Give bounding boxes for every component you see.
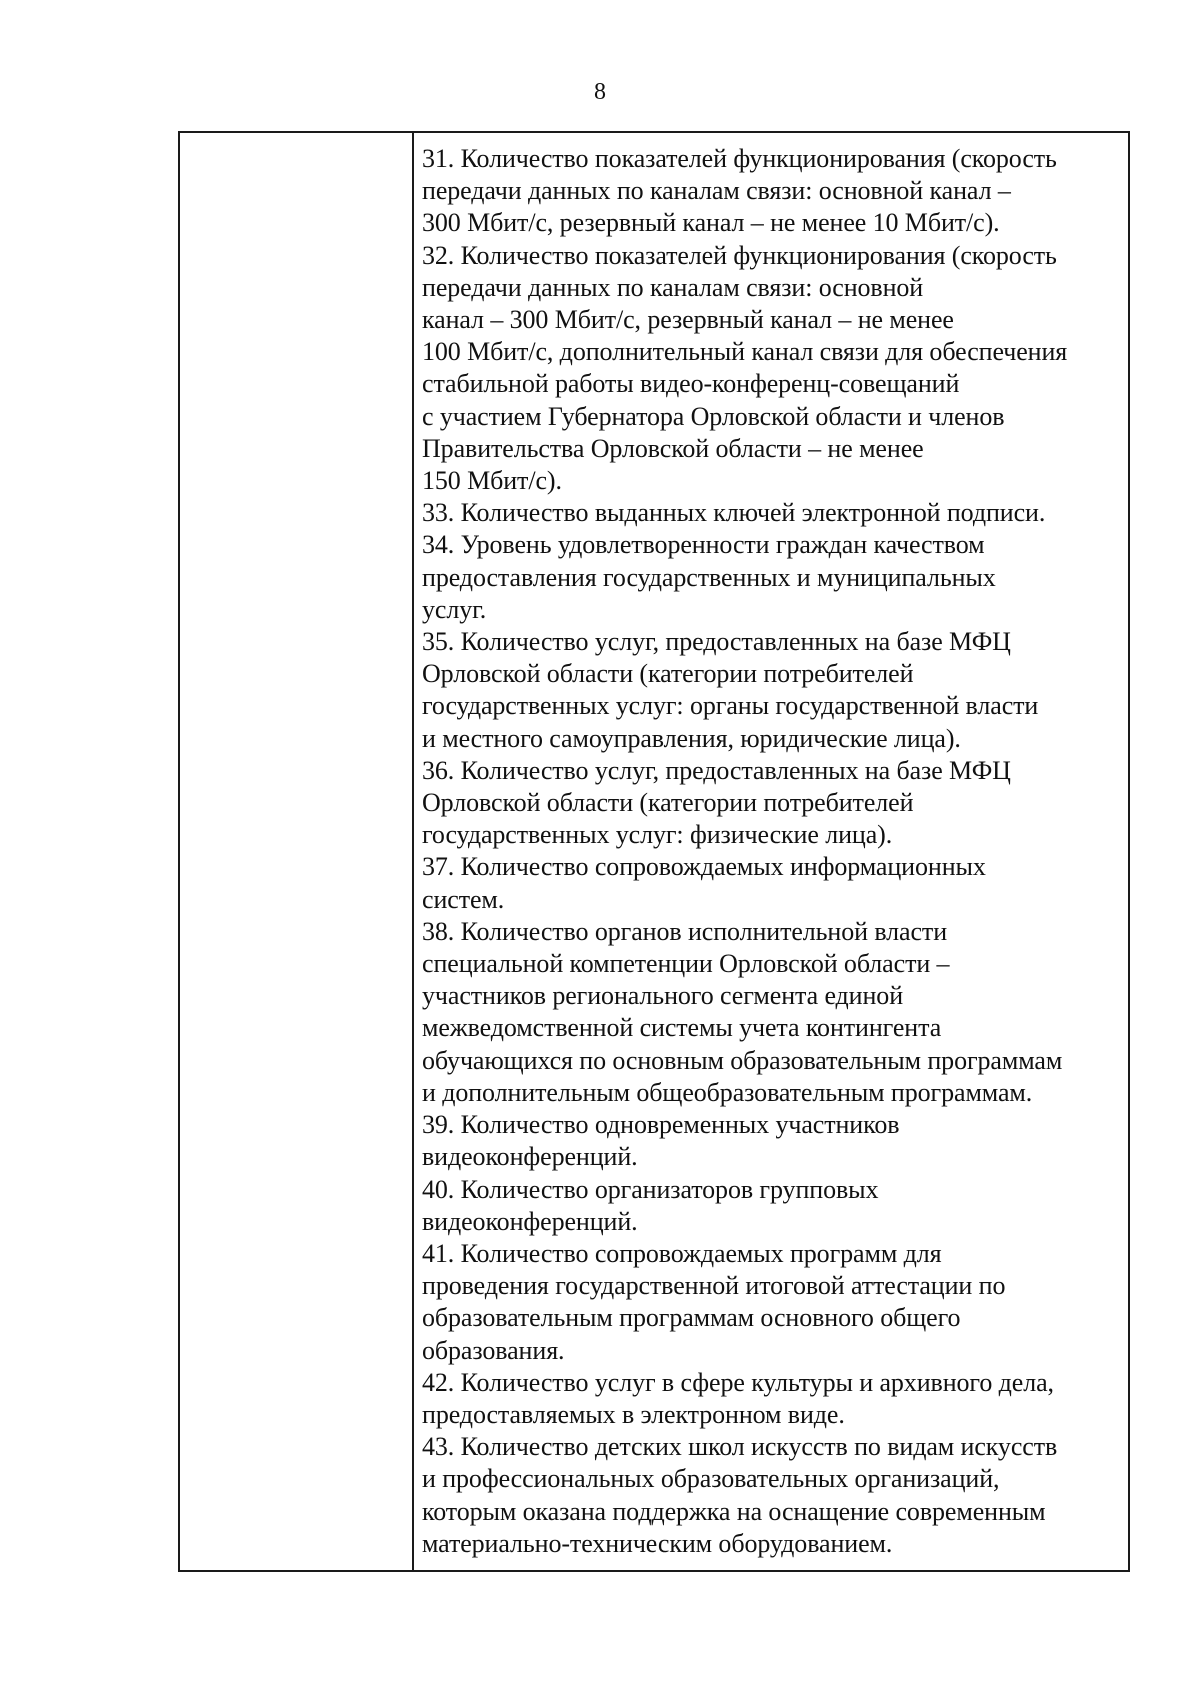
text-line: 150 Мбит/с). bbox=[422, 466, 562, 496]
text-line: 34. Уровень удовлетворенности граждан качеством bbox=[422, 530, 985, 560]
text-line: Орловской области (категории потребителей bbox=[422, 788, 914, 818]
text-line: обучающихся по основным образовательным программам bbox=[422, 1045, 1063, 1075]
text-line: Правительства Орловской области – не менее bbox=[422, 433, 924, 463]
text-line: 42. Количество услуг в сфере культуры и архивного дела, bbox=[422, 1367, 1054, 1397]
table-right-cell bbox=[414, 133, 1128, 1570]
table-left-cell bbox=[180, 133, 414, 1570]
text-line: 100 Мбит/с, дополнительный канал связи для обеспечения bbox=[422, 337, 1068, 367]
text-line: передачи данных по каналам связи: основной канал – bbox=[422, 176, 1011, 206]
text-line: предоставляемых в электронном виде. bbox=[422, 1399, 845, 1429]
text-line: государственных услуг: органы государственной власти bbox=[422, 691, 1039, 721]
text-line: образовательным программам основного общего bbox=[422, 1303, 961, 1333]
text-line: 39. Количество одновременных участников bbox=[422, 1110, 900, 1140]
text-line: 37. Количество сопровождаемых информационных bbox=[422, 852, 986, 882]
text-line: 36. Количество услуг, предоставленных на базе МФЦ bbox=[422, 755, 1011, 785]
text-line: 38. Количество органов исполнительной власти bbox=[422, 916, 948, 946]
text-line: специальной компетенции Орловской области – bbox=[422, 949, 950, 979]
text-line: 33. Количество выданных ключей электронной подписи. bbox=[422, 498, 1046, 528]
text-line: 40. Количество организаторов групповых bbox=[422, 1174, 879, 1204]
text-line: межведомственной системы учета контингента bbox=[422, 1013, 942, 1043]
text-line: которым оказана поддержка на оснащение современным bbox=[422, 1496, 1046, 1526]
text-line: с участием Губернатора Орловской области и членов bbox=[422, 401, 1005, 431]
text-line: канал – 300 Мбит/с, резервный канал – не менее bbox=[422, 305, 954, 335]
text-line: 43. Количество детских школ искусств по видам искусств bbox=[422, 1432, 1058, 1462]
text-line: образования. bbox=[422, 1335, 565, 1365]
page-number: 8 bbox=[594, 79, 606, 105]
text-line: предоставления государственных и муниципальных bbox=[422, 562, 996, 592]
text-line: стабильной работы видео-конференц-совещаний bbox=[422, 369, 960, 399]
text-line: 300 Мбит/с, резервный канал – не менее 10 Мбит/с). bbox=[422, 208, 1000, 238]
text-line: 41. Количество сопровождаемых программ для bbox=[422, 1238, 942, 1268]
text-line: 31. Количество показателей функционирования (скорость bbox=[422, 144, 1057, 173]
text-line: Орловской области (категории потребителей bbox=[422, 659, 914, 689]
text-line: государственных услуг: физические лица). bbox=[422, 820, 893, 850]
text-line: 32. Количество показателей функционирования (скорость bbox=[422, 240, 1057, 270]
text-line: и местного самоуправления, юридические лица). bbox=[422, 723, 961, 753]
text-line: материально-техническим оборудованием. bbox=[422, 1528, 893, 1558]
text-line: видеоконференций. bbox=[422, 1142, 638, 1172]
text-line: систем. bbox=[422, 884, 505, 914]
text-line: видеоконференций. bbox=[422, 1206, 638, 1236]
indicators-table bbox=[178, 131, 1130, 1572]
text-line: услуг. bbox=[422, 594, 487, 624]
text-line: проведения государственной итоговой аттестации по bbox=[422, 1271, 1006, 1301]
text-line: 35. Количество услуг, предоставленных на базе МФЦ bbox=[422, 627, 1011, 657]
text-line: участников регионального сегмента единой bbox=[422, 981, 904, 1011]
text-line: и профессиональных образовательных организаций, bbox=[422, 1464, 1000, 1494]
text-line: передачи данных по каналам связи: основной bbox=[422, 272, 924, 302]
text-line: и дополнительным общеобразовательным программам. bbox=[422, 1077, 1033, 1107]
